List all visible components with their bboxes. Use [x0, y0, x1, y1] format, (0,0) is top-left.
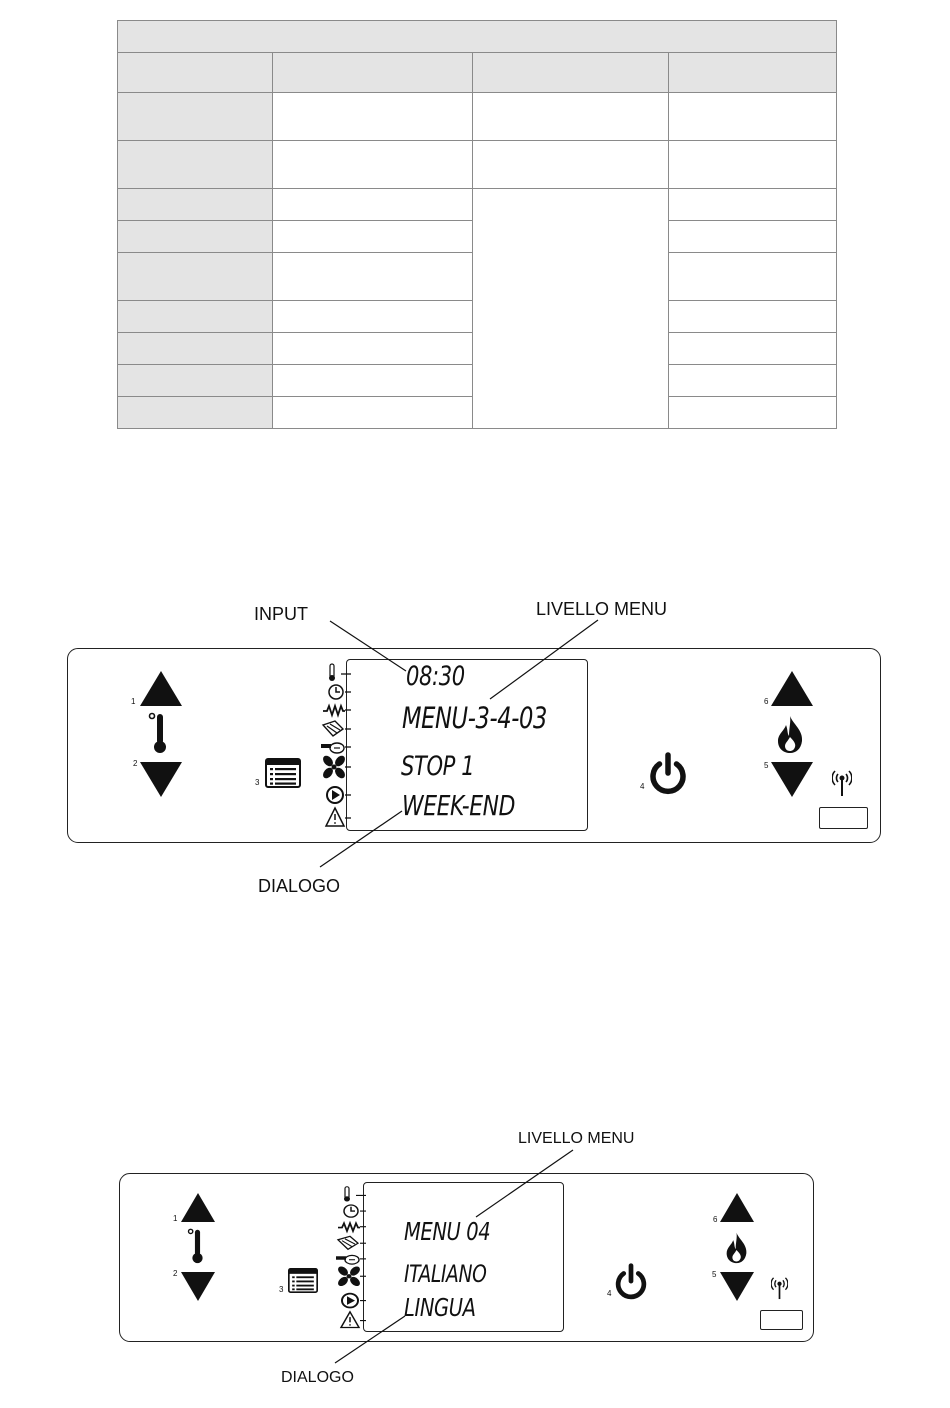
table-title-cell: [118, 21, 837, 53]
cleaning-icon: [323, 721, 343, 736]
clock-icon: [344, 1205, 358, 1217]
thermometer-icon: [344, 1187, 350, 1202]
table-row-label: [118, 301, 273, 333]
thermometer-icon: [148, 712, 172, 754]
button-number-2: 2: [173, 1269, 178, 1278]
button-number-3: 3: [279, 1285, 284, 1294]
dialog-callout-label-2: DIALOGO: [281, 1369, 354, 1386]
table-cell: [669, 397, 837, 429]
table-cell: [273, 301, 473, 333]
table-cell: [669, 301, 837, 333]
wifi-antenna-icon: [771, 1276, 788, 1300]
triangle-up-icon: [181, 1193, 215, 1222]
table-cell: [669, 189, 837, 221]
lcd-menu-level: MENU-3-4-03: [402, 701, 548, 735]
wifi-antenna-icon: [832, 769, 852, 797]
fan-icon: [336, 1265, 362, 1288]
pellet-auger-icon: [336, 1255, 359, 1264]
table-header-cell: [118, 53, 273, 93]
flame-icon: [776, 714, 804, 754]
lcd-line-3: LINGUA: [404, 1293, 476, 1322]
play-icon: [342, 1294, 358, 1308]
warning-icon: [341, 1312, 359, 1328]
triangle-down-icon: [181, 1272, 215, 1301]
button-number-1: 1: [131, 697, 136, 706]
table-cell: [273, 253, 473, 301]
menu-list-icon: [265, 758, 301, 788]
status-icons-column-1: [315, 662, 355, 830]
table-merged-cell: [473, 189, 669, 429]
flame-icon: [725, 1231, 748, 1264]
power-button-2[interactable]: [613, 1263, 649, 1301]
power-icon: [647, 752, 689, 796]
status-icons-column-2: [330, 1185, 370, 1331]
warning-icon: [326, 808, 344, 826]
menu-level-callout-label: LIVELLO MENU: [536, 599, 668, 619]
lcd-time: 08:30: [406, 661, 465, 692]
lcd-line-4: WEEK-END: [402, 789, 516, 822]
menu-button[interactable]: [265, 758, 301, 788]
table-header-cell: [473, 53, 669, 93]
table-row-label: [118, 221, 273, 253]
button-number-6: 6: [764, 697, 769, 706]
cleaning-icon: [338, 1236, 358, 1249]
thermometer-icon: [187, 1228, 208, 1264]
thermometer-icon: [329, 664, 335, 681]
table-row-label: [118, 189, 273, 221]
menu-list-icon: [288, 1268, 318, 1293]
table-header-cell: [669, 53, 837, 93]
table-cell: [669, 221, 837, 253]
settings-table: [117, 20, 837, 429]
flame-down-button-2[interactable]: [720, 1272, 754, 1301]
clock-icon: [329, 685, 343, 699]
table-header-cell: [273, 53, 473, 93]
table-row-label: [118, 333, 273, 365]
table-cell: [669, 93, 837, 141]
button-number-6: 6: [713, 1215, 718, 1224]
lcd-line-2: ITALIANO: [404, 1260, 487, 1288]
flame-down-button[interactable]: [771, 762, 813, 797]
triangle-up-icon: [771, 671, 813, 706]
table-cell: [669, 365, 837, 397]
button-number-5: 5: [712, 1270, 717, 1279]
temperature-down-button[interactable]: [140, 762, 182, 797]
table-row-label: [118, 141, 273, 189]
triangle-down-icon: [720, 1272, 754, 1301]
table-row-label: [118, 365, 273, 397]
menu-level-callout-label-2: LIVELLO MENU: [518, 1130, 635, 1147]
table-cell: [669, 141, 837, 189]
lcd-menu-level-2: MENU 04: [404, 1217, 491, 1246]
table-cell: [669, 333, 837, 365]
button-number-1: 1: [173, 1214, 178, 1223]
flame-up-button-2[interactable]: [720, 1193, 754, 1222]
status-indicator-2: [760, 1310, 803, 1330]
triangle-down-icon: [140, 762, 182, 797]
table-cell: [273, 141, 473, 189]
table-cell: [273, 189, 473, 221]
play-icon: [327, 787, 343, 803]
button-number-2: 2: [133, 759, 138, 768]
table-cell: [273, 365, 473, 397]
table-cell: [273, 93, 473, 141]
table-cell: [473, 141, 669, 189]
pellet-auger-icon: [321, 743, 344, 753]
triangle-up-icon: [140, 671, 182, 706]
button-number-3: 3: [255, 778, 260, 787]
flame-up-button[interactable]: [771, 671, 813, 706]
temperature-up-button[interactable]: [140, 671, 182, 706]
table-cell: [669, 253, 837, 301]
button-number-4: 4: [607, 1289, 612, 1298]
menu-button-2[interactable]: [288, 1268, 318, 1293]
resistance-icon: [323, 706, 345, 715]
table-row-label: [118, 253, 273, 301]
resistance-icon: [338, 1223, 360, 1231]
table-cell: [473, 93, 669, 141]
table-cell: [273, 397, 473, 429]
fan-icon: [321, 754, 347, 780]
button-number-4: 4: [640, 782, 645, 791]
table-row-label: [118, 397, 273, 429]
table-cell: [273, 221, 473, 253]
triangle-down-icon: [771, 762, 813, 797]
triangle-up-icon: [720, 1193, 754, 1222]
power-button[interactable]: [647, 752, 689, 796]
table-cell: [273, 333, 473, 365]
table-row-label: [118, 93, 273, 141]
temperature-up-button-2[interactable]: [181, 1193, 215, 1222]
dialog-callout-label: DIALOGO: [258, 876, 341, 896]
input-callout-label: INPUT: [254, 604, 308, 624]
lcd-line-3: STOP 1: [401, 751, 475, 782]
temperature-down-button-2[interactable]: [181, 1272, 215, 1301]
status-indicator: [819, 807, 868, 829]
power-icon: [613, 1263, 649, 1301]
button-number-5: 5: [764, 761, 769, 770]
